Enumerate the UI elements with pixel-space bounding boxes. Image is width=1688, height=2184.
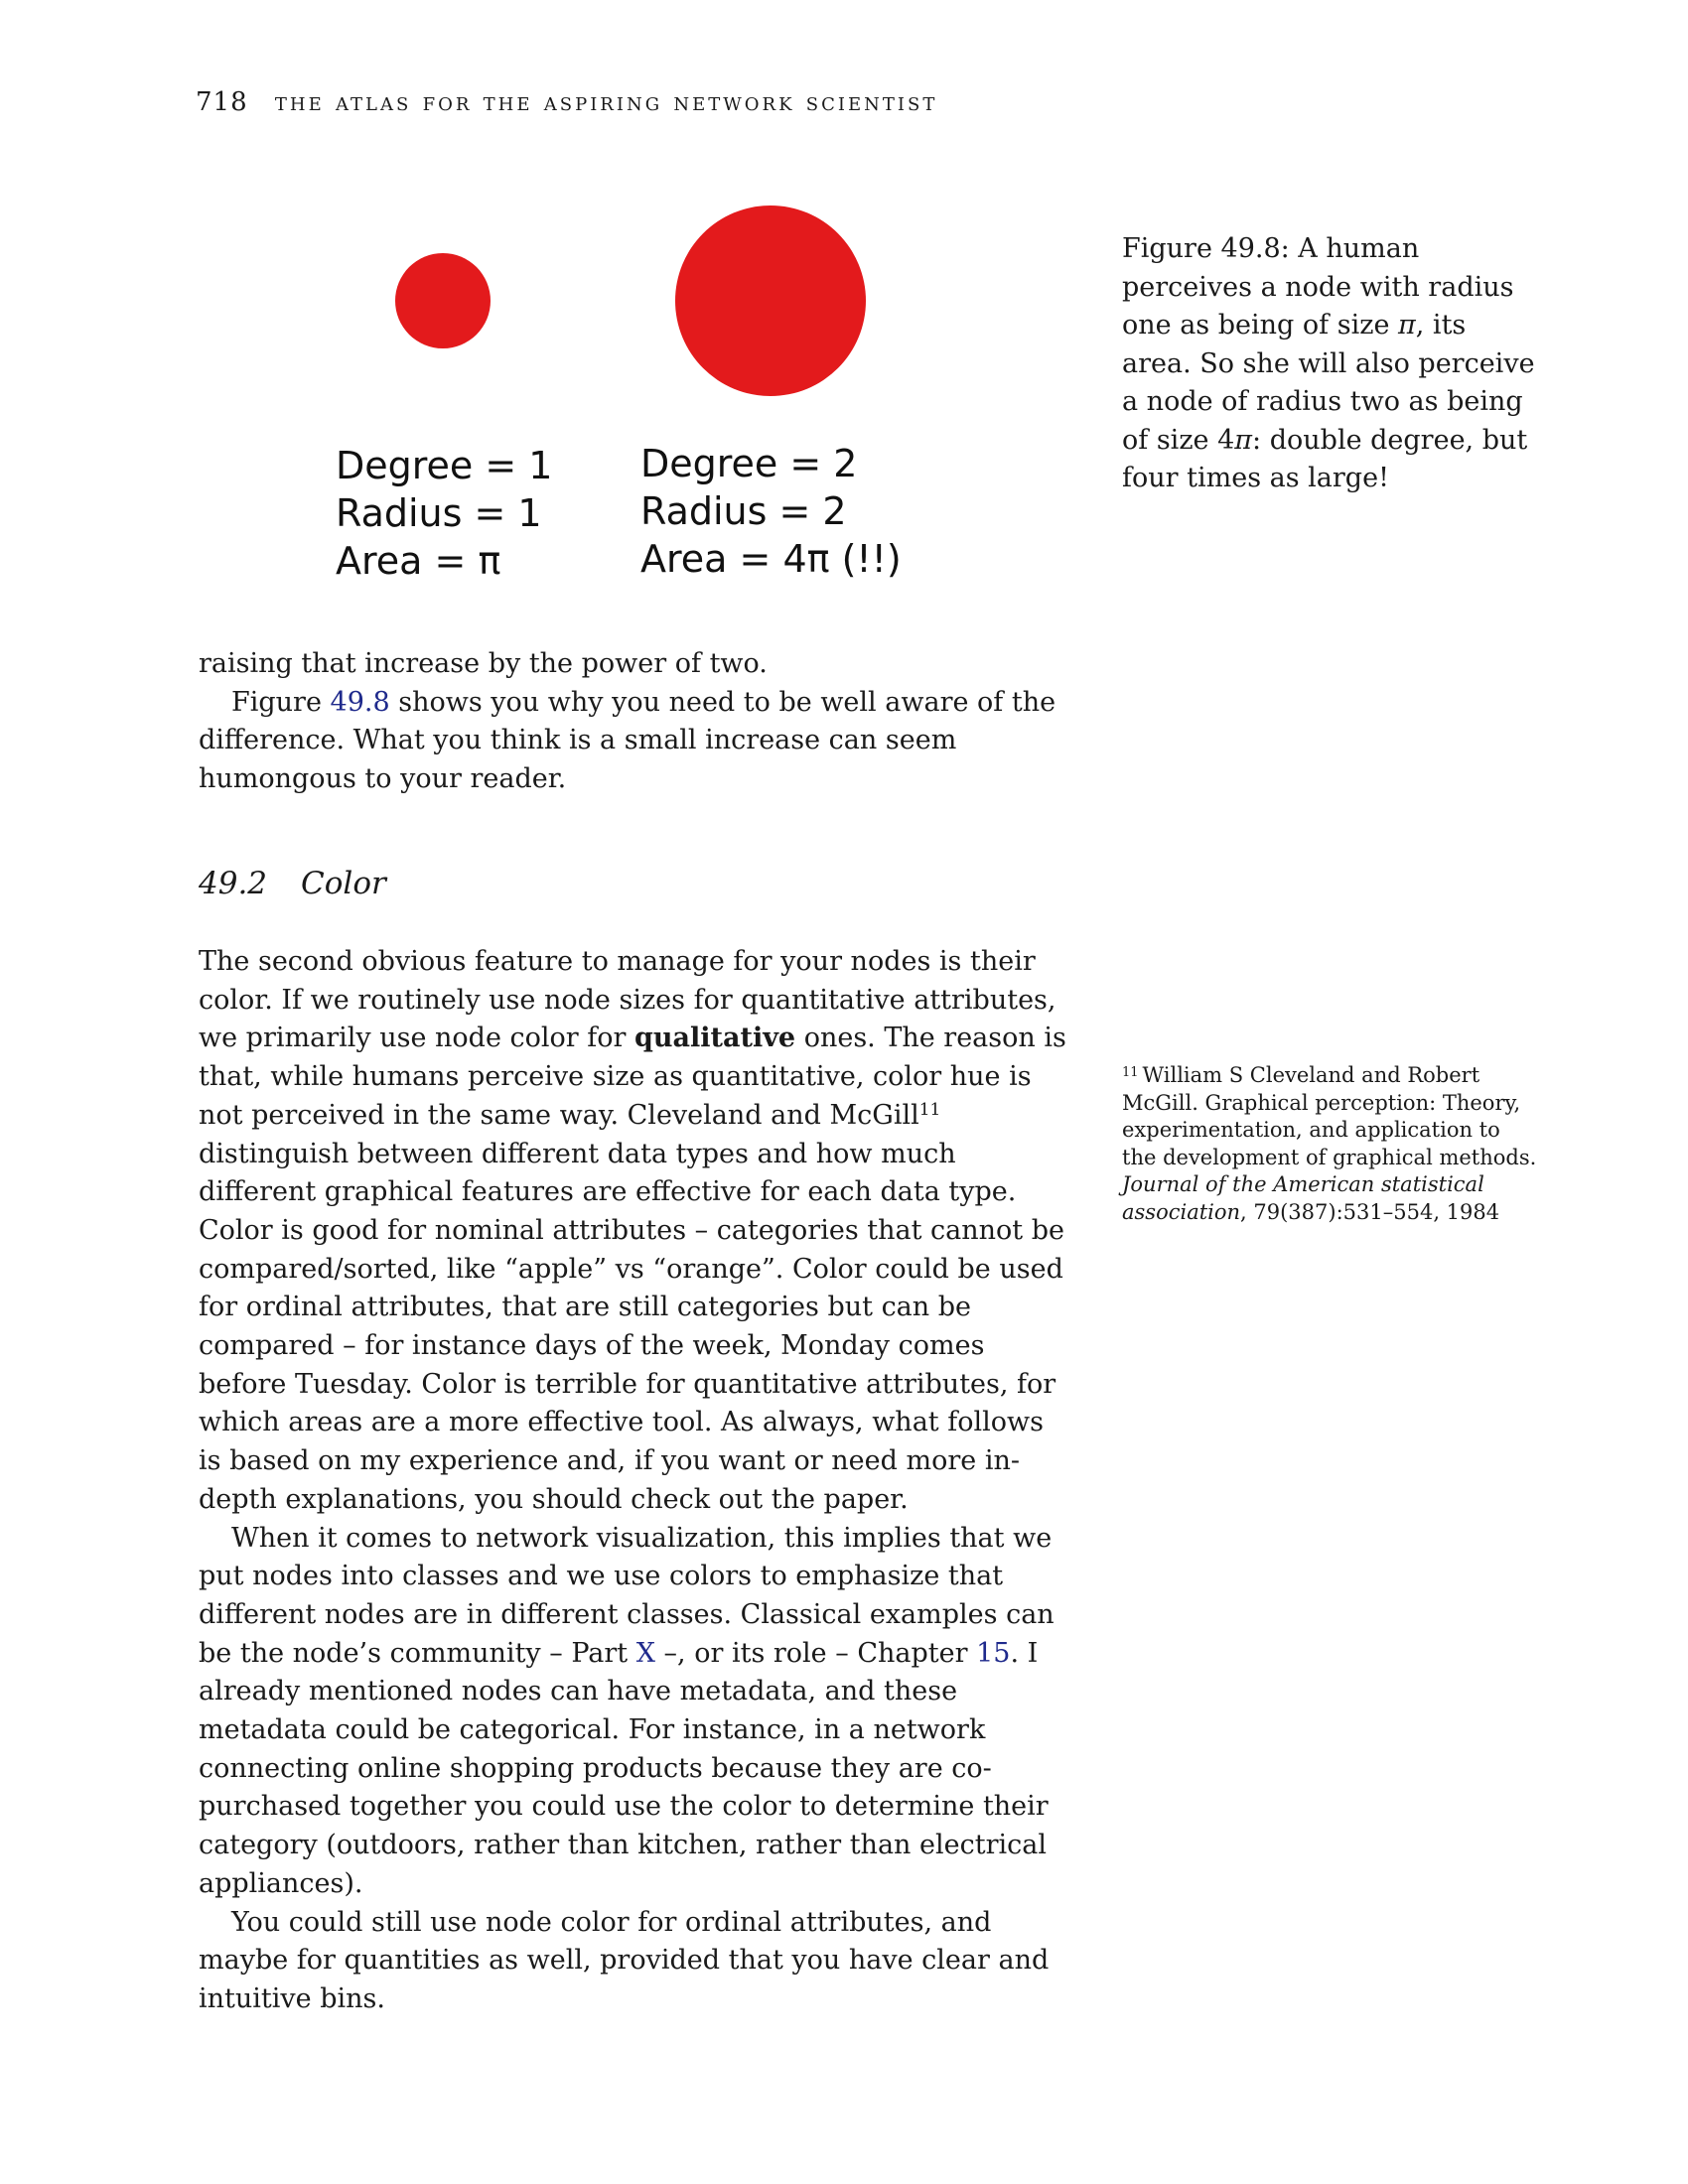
figure-ref-link[interactable]: 49.8 <box>330 686 390 718</box>
footnote-marker[interactable]: 11 <box>918 1099 941 1120</box>
part-ref-link[interactable]: X <box>635 1637 655 1669</box>
node-radius-one <box>395 253 491 348</box>
paragraph: When it comes to network visualization, this implies that we put nodes into classes and we use colors to emphasize that different nodes are in different classes. Classical examples can be the node’s community – Part X –, or its role – Chapter 15. I already mentioned nodes can have metadata, and these metadata could be categorical. For instance, in a network connecting online shopping products because they are co-purchased together you could use the color to determine their category (outdoors, rather than kitchen, rather than electrical appliances). <box>199 1522 1055 1899</box>
node-radius-two <box>675 205 866 396</box>
section-heading <box>199 866 386 901</box>
left-area-label: Area = π <box>336 539 501 583</box>
running-title: the atlas for the aspiring network scientist <box>274 87 938 117</box>
right-degree-label: Degree = 2 <box>640 442 858 485</box>
figure-caption: Figure 49.8: A human perceives a node with radius one as being of size π, its area. So she will also perceive a node of radius two as being of size 4π: double degree, but four times as large! <box>1122 233 1535 493</box>
right-radius-label: Radius = 2 <box>640 489 847 533</box>
section-number: 49.2 <box>199 866 268 901</box>
sidenote-number: 11 <box>1122 1065 1139 1080</box>
running-header <box>196 87 937 117</box>
chapter-ref-link[interactable]: 15 <box>976 1637 1011 1669</box>
paragraph: You could still use node color for ordinal attributes, and maybe for quantities as well, provided that you have clear and intuitive bins. <box>199 1906 1050 2014</box>
section-title: Color <box>301 866 386 901</box>
figure-49-8 <box>298 194 953 601</box>
left-degree-label: Degree = 1 <box>336 444 553 487</box>
right-node-label <box>640 440 902 583</box>
paragraph-continuation: raising that increase by the power of two. <box>199 648 768 679</box>
left-radius-label: Radius = 1 <box>336 491 542 535</box>
page-number: 718 <box>196 87 248 117</box>
left-node-label <box>336 442 552 585</box>
right-area-label: Area = 4π (!!) <box>640 537 902 581</box>
body-text-top <box>199 645 1072 799</box>
sidenote-citation: $^{11}$ William S Cleveland and Robert McGill. Graphical perception: Theory, experimentation, and application to the development of graphical methods. Journal of the American statistical association, 79(387):531–554, 1984 <box>1122 1063 1537 1224</box>
paragraph: The second obvious feature to manage for your nodes is their color. If we routinely use node sizes for quantitative attributes, we primarily use node color for qualitative ones. The reason is that, while humans perceive size as quantitative, color hue is not perceived in the same way. Cleveland and McGill$^{11}$ distinguish between different data types and how much different graphical features are effective for each data type. Color is good for nominal attributes – categories that cannot be compared/sorted, like “apple” vs “orange”. Color could be used for ordinal attributes, that are still categories but can be compared – for instance days of the week, Monday comes before Tuesday. Color is terrible for quantitative attributes, for which areas are a more effective tool. As always, what follows is based on my experience and, if you want or need more in-depth explanations, you should check out the paper. <box>199 946 1066 1515</box>
body-text-section <box>199 943 1072 2019</box>
paragraph: Figure 49.8 shows you why you need to be well aware of the difference. What you think is a small increase can seem humongous to your reader. <box>199 686 1056 795</box>
